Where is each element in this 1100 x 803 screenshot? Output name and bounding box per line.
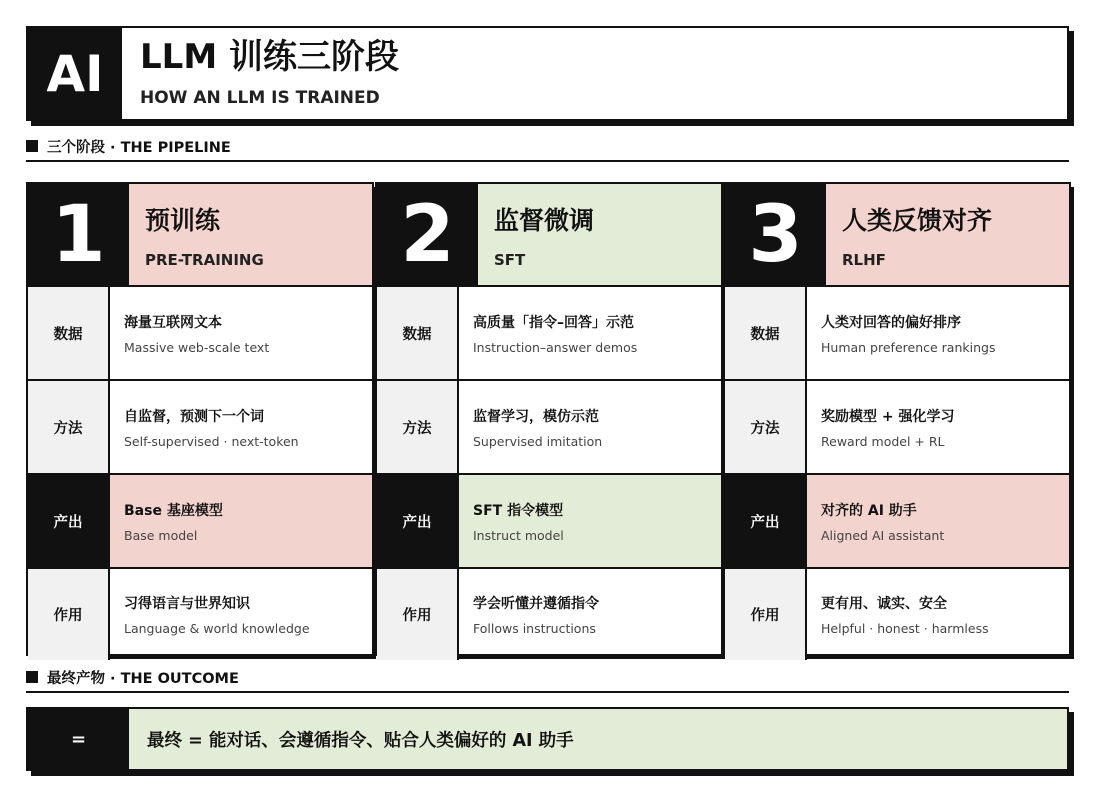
row-text-zh: 自监督，预测下一个词 (124, 408, 264, 425)
row-text-zh: 高质量「指令–回答」示范 (473, 314, 634, 331)
row-text-en: Self-supervised · next-token (124, 433, 299, 449)
row-label: 产出 (377, 475, 459, 567)
stage-title-block (129, 184, 372, 285)
divider (26, 691, 1069, 693)
row-text-en: Base model (124, 527, 198, 543)
row-label: 方法 (28, 381, 110, 473)
row-text-zh: 海量互联网文本 (124, 314, 222, 331)
row-text-en: Language & world knowledge (124, 621, 310, 636)
row-data (377, 287, 721, 381)
row-text-en: Human preference rankings (821, 339, 996, 355)
row-body (110, 287, 372, 379)
page-title: LLM 训练三阶段 (140, 36, 400, 77)
stage-subtitle: PRE-TRAINING (145, 250, 264, 269)
row-method (377, 381, 721, 475)
square-bullet-icon (26, 140, 38, 152)
row-body (459, 475, 721, 567)
row-text-zh: 更有用、诚实、安全 (821, 596, 947, 612)
title-block (122, 28, 399, 119)
row-text-zh: Base 基座模型 (124, 502, 223, 519)
row-label: 方法 (377, 381, 459, 473)
stage-number: 3 (725, 184, 826, 285)
row-label: 数据 (725, 287, 807, 379)
row-label: 数据 (28, 287, 110, 379)
row-data (725, 287, 1069, 381)
row-body (459, 381, 721, 473)
row-text-en: Massive web-scale text (124, 339, 270, 355)
row-output (725, 475, 1069, 569)
row-text-en: Follows instructions (473, 621, 596, 636)
row-text-en: Reward model + RL (821, 433, 945, 449)
row-body (807, 569, 1069, 660)
row-body (807, 287, 1069, 379)
section-label-outcome (26, 667, 239, 687)
stage-column-2 (375, 182, 723, 656)
row-purpose (28, 569, 372, 660)
stage-column-1 (26, 182, 374, 656)
row-method (28, 381, 372, 475)
row-text-zh: 人类对回答的偏好排序 (821, 314, 961, 331)
row-purpose (725, 569, 1069, 660)
row-text-zh: 对齐的 AI 助手 (821, 502, 917, 519)
row-body (459, 569, 721, 660)
stage-column-3 (723, 182, 1071, 656)
outcome-bar (26, 707, 1069, 771)
divider (26, 160, 1069, 162)
stage-title-block (478, 184, 721, 285)
row-text-zh: 奖励模型 + 强化学习 (821, 408, 955, 425)
row-text-en: Supervised imitation (473, 433, 603, 449)
stage-number: 1 (28, 184, 129, 285)
equals-badge: = (28, 709, 129, 769)
section-label-text: 最终产物 · THE OUTCOME (47, 670, 239, 687)
row-body (110, 569, 372, 660)
stage-header (725, 184, 1069, 287)
ai-badge: AI (28, 28, 122, 119)
stage-header (28, 184, 372, 287)
stage-subtitle: SFT (494, 250, 526, 269)
row-output (377, 475, 721, 569)
row-text-en: Helpful · honest · harmless (821, 621, 989, 636)
stage-header (377, 184, 721, 287)
row-label: 作用 (377, 569, 459, 660)
row-text-zh: 学会听懂并遵循指令 (473, 596, 599, 612)
square-bullet-icon (26, 671, 38, 683)
outcome-text: 最终 = 能对话、会遵循指令、贴合人类偏好的 AI 助手 (147, 730, 574, 751)
stage-title: 人类反馈对齐 (842, 205, 993, 235)
row-label: 数据 (377, 287, 459, 379)
stage-title-block (826, 184, 1069, 285)
row-output (28, 475, 372, 569)
row-label: 作用 (725, 569, 807, 660)
page-subtitle: HOW AN LLM IS TRAINED (140, 88, 380, 109)
section-label-pipeline (26, 136, 231, 156)
row-body (110, 475, 372, 567)
row-method (725, 381, 1069, 475)
row-label: 产出 (725, 475, 807, 567)
stage-title: 监督微调 (494, 205, 595, 235)
row-label: 作用 (28, 569, 110, 660)
row-data (28, 287, 372, 381)
row-label: 产出 (28, 475, 110, 567)
row-body (459, 287, 721, 379)
stage-number: 2 (377, 184, 478, 285)
row-text-zh: SFT 指令模型 (473, 502, 564, 519)
row-text-en: Aligned AI assistant (821, 527, 945, 543)
stage-title: 预训练 (145, 205, 221, 235)
row-body (807, 381, 1069, 473)
row-body (807, 475, 1069, 567)
row-text-en: Instruct model (473, 527, 564, 543)
row-text-zh: 习得语言与世界知识 (124, 596, 250, 612)
row-body (110, 381, 372, 473)
row-text-zh: 监督学习，模仿示范 (473, 408, 599, 425)
section-label-text: 三个阶段 · THE PIPELINE (47, 139, 231, 156)
row-text-en: Instruction–answer demos (473, 339, 638, 355)
header (26, 26, 1069, 121)
row-label: 方法 (725, 381, 807, 473)
stage-subtitle: RLHF (842, 250, 886, 269)
row-purpose (377, 569, 721, 660)
